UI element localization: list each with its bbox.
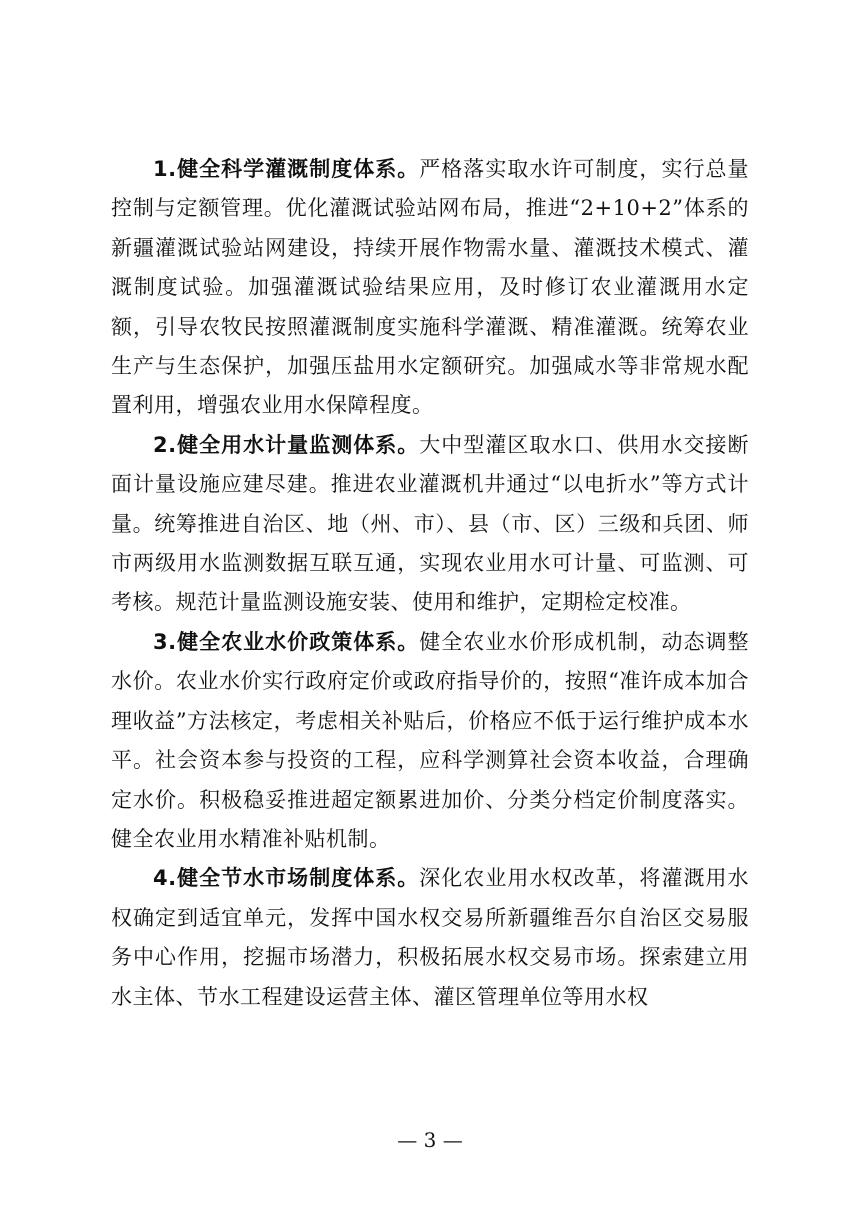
paragraph-heading: 2.健全用水计量监测体系。	[153, 432, 420, 457]
paragraph-text: 大中型灌区取水口、供用水交接断面计量设施应建尽建。推进农业灌溉机井通过“以电折水”等方式计量。统筹推进自治区、地（州、市）、县（市、区）三级和兵团、师市两级用水监测数据互联互通，实现农业用水可计量、可监测、可考核。规范计量监测设施安装、使用和维护，定期检定校准。	[111, 432, 749, 615]
paragraph-heading: 1.健全科学灌溉制度体系。	[153, 157, 420, 181]
paragraph-water-price-system	[111, 623, 749, 859]
paragraph-text: 严格落实取水许可制度，实行总量控制与定额管理。优化灌溉试验站网布局，推进“2+10+2”体系的新疆灌溉试验站网建设，持续开展作物需水量、灌溉技术模式、灌溉制度试验。加强灌溉试验结果应用，及时修订农业灌溉用水定额，引导农牧民按照灌溉制度实施科学灌溉、精准灌溉。统筹农业生产与生态保护，加强压盐用水定额研究。加强咸水等非常规水配置利用，增强农业用水保障程度。	[111, 157, 749, 418]
paragraph-metering-system	[111, 426, 749, 623]
paragraph-irrigation-system	[111, 150, 749, 426]
document-body	[111, 150, 749, 1017]
paragraph-heading: 4.健全节水市场制度体系。	[153, 866, 420, 891]
paragraph-text: 深化农业用水权改革，将灌溉用水权确定到适宜单元，发挥中国水权交易所新疆维吾尔自治区交易服务中心作用，挖掘市场潜力，积极拓展水权交易市场。探索建立用水主体、节水工程建设运营主体、灌区管理单位等用水权	[111, 866, 749, 1009]
paragraph-water-market-system	[111, 859, 749, 1017]
paragraph-text: 健全农业水价形成机制，动态调整水价。农业水价实行政府定价或政府指导价的，按照“准许成本加合理收益”方法核定，考虑相关补贴后，价格应不低于运行维护成本水平。社会资本参与投资的工程，应科学测算社会资本收益，合理确定水价。积极稳妥推进超定额累进加价、分类分档定价制度落实。健全农业用水精准补贴机制。	[111, 629, 749, 851]
page-number: — 3 —	[397, 1128, 463, 1152]
paragraph-heading: 3.健全农业水价政策体系。	[153, 629, 420, 654]
